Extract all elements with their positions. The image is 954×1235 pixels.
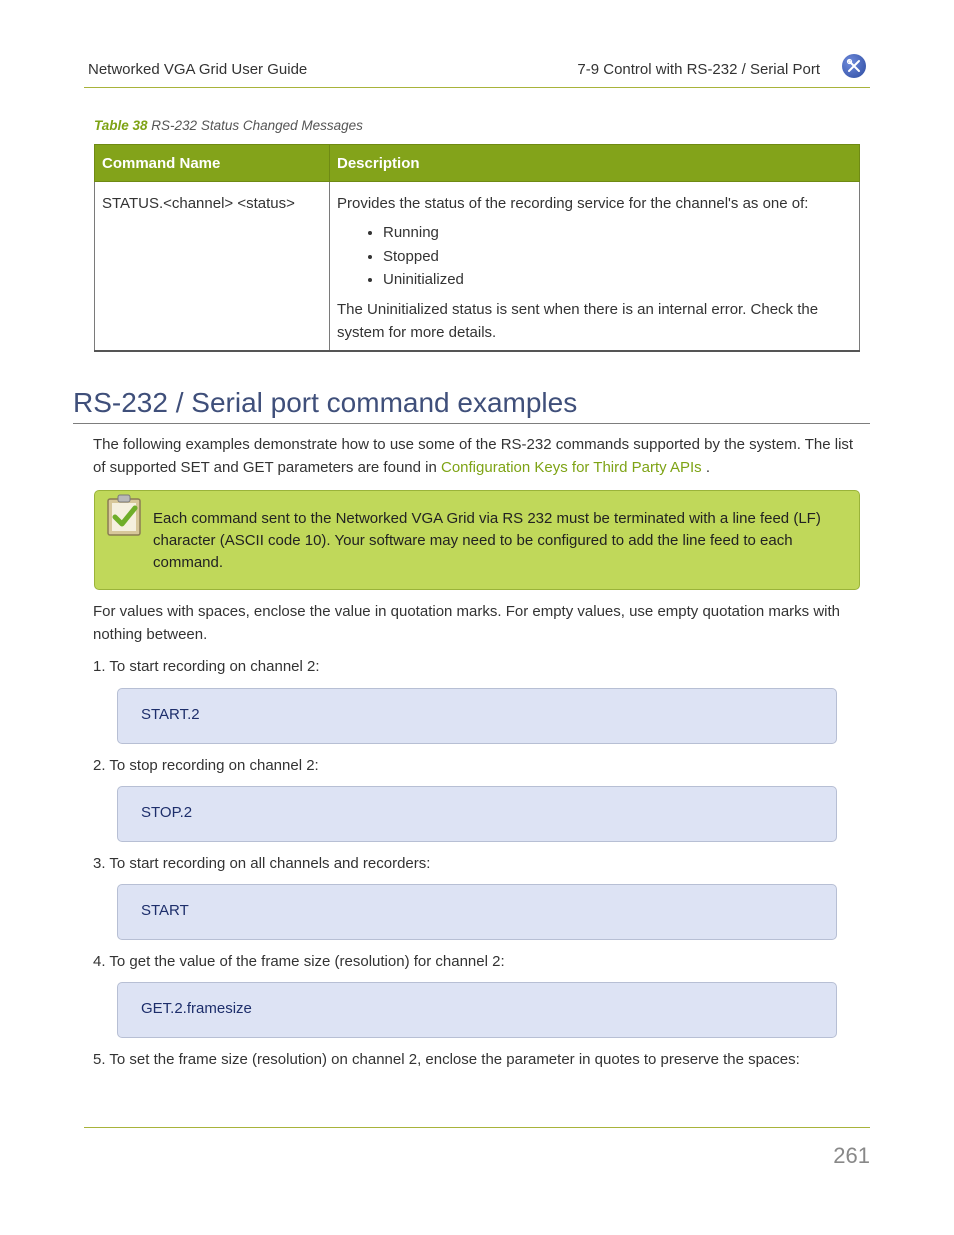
- guide-title: Networked VGA Grid User Guide: [88, 61, 308, 78]
- list-item: • Running: [383, 221, 852, 245]
- header-description: Description: [330, 145, 860, 182]
- step-label: 4. To get the value of the frame size (resolution) for channel 2:: [93, 953, 505, 970]
- step-label: 2. To stop recording on channel 2:: [93, 757, 319, 774]
- code-block: [117, 688, 837, 744]
- description-intro: Provides the status of the recording service for the channel's as one of:: [337, 195, 809, 212]
- intro-text: The following examples demonstrate how to use some of the RS-232 commands supported by the system. The list of supported SET and GET parameters are found in: [93, 436, 854, 476]
- table-caption: [94, 118, 363, 133]
- step-label: 3. To start recording on all channels and recorders:: [93, 855, 431, 872]
- table-row: [95, 182, 860, 351]
- command-cell: [95, 182, 330, 351]
- spaces-paragraph: For values with spaces, enclose the value in quotation marks. For empty values, use empty quotation marks with nothing between.: [93, 603, 841, 643]
- description-outro: The Uninitialized status is sent when there is an internal error. Check the system for more details.: [337, 300, 819, 341]
- section-title: RS-232 / Serial port command examples: [73, 386, 870, 424]
- chapter-title: 7-9 Control with RS-232 / Serial Port: [577, 61, 820, 78]
- table-caption-label: Table 38: [94, 118, 148, 133]
- header-command-name: Command Name: [95, 145, 330, 182]
- checklist-icon: [105, 493, 143, 537]
- page-header: [84, 56, 870, 88]
- command-text: STATUS.<channel> <status>: [102, 195, 295, 212]
- code-block: [117, 982, 837, 1038]
- code-text: START: [141, 902, 189, 919]
- status-messages-table: [94, 144, 860, 352]
- table-caption-text: RS-232 Status Changed Messages: [151, 118, 363, 133]
- tools-icon: [842, 54, 866, 78]
- code-text: START.2: [141, 706, 200, 723]
- configuration-keys-link[interactable]: Configuration Keys for Third Party APIs: [441, 458, 702, 476]
- table-header-row: [95, 145, 860, 182]
- intro-end: .: [701, 458, 711, 476]
- status-list: [337, 221, 852, 292]
- note-text: Each command sent to the Networked VGA Grid via RS 232 must be terminated with a line feed (LF) character (ASCII code 10). Your software may need to be configured to add the line feed to each command.: [153, 510, 821, 571]
- list-item: • Stopped: [383, 245, 852, 269]
- code-text: STOP.2: [141, 804, 193, 821]
- step-label: 5. To set the frame size (resolution) on channel 2, enclose the parameter in quotes to preserve the spaces:: [93, 1051, 800, 1068]
- code-block: [117, 884, 837, 940]
- code-block: [117, 786, 837, 842]
- code-text: GET.2.framesize: [141, 1000, 252, 1017]
- description-cell: [330, 182, 860, 351]
- step-label: 1. To start recording on channel 2:: [93, 658, 320, 675]
- page-number: 261: [833, 1143, 870, 1168]
- note-box: [94, 490, 860, 590]
- list-item: • Uninitialized: [383, 268, 852, 292]
- intro-paragraph: [93, 434, 863, 479]
- footer-rule: [84, 1127, 870, 1128]
